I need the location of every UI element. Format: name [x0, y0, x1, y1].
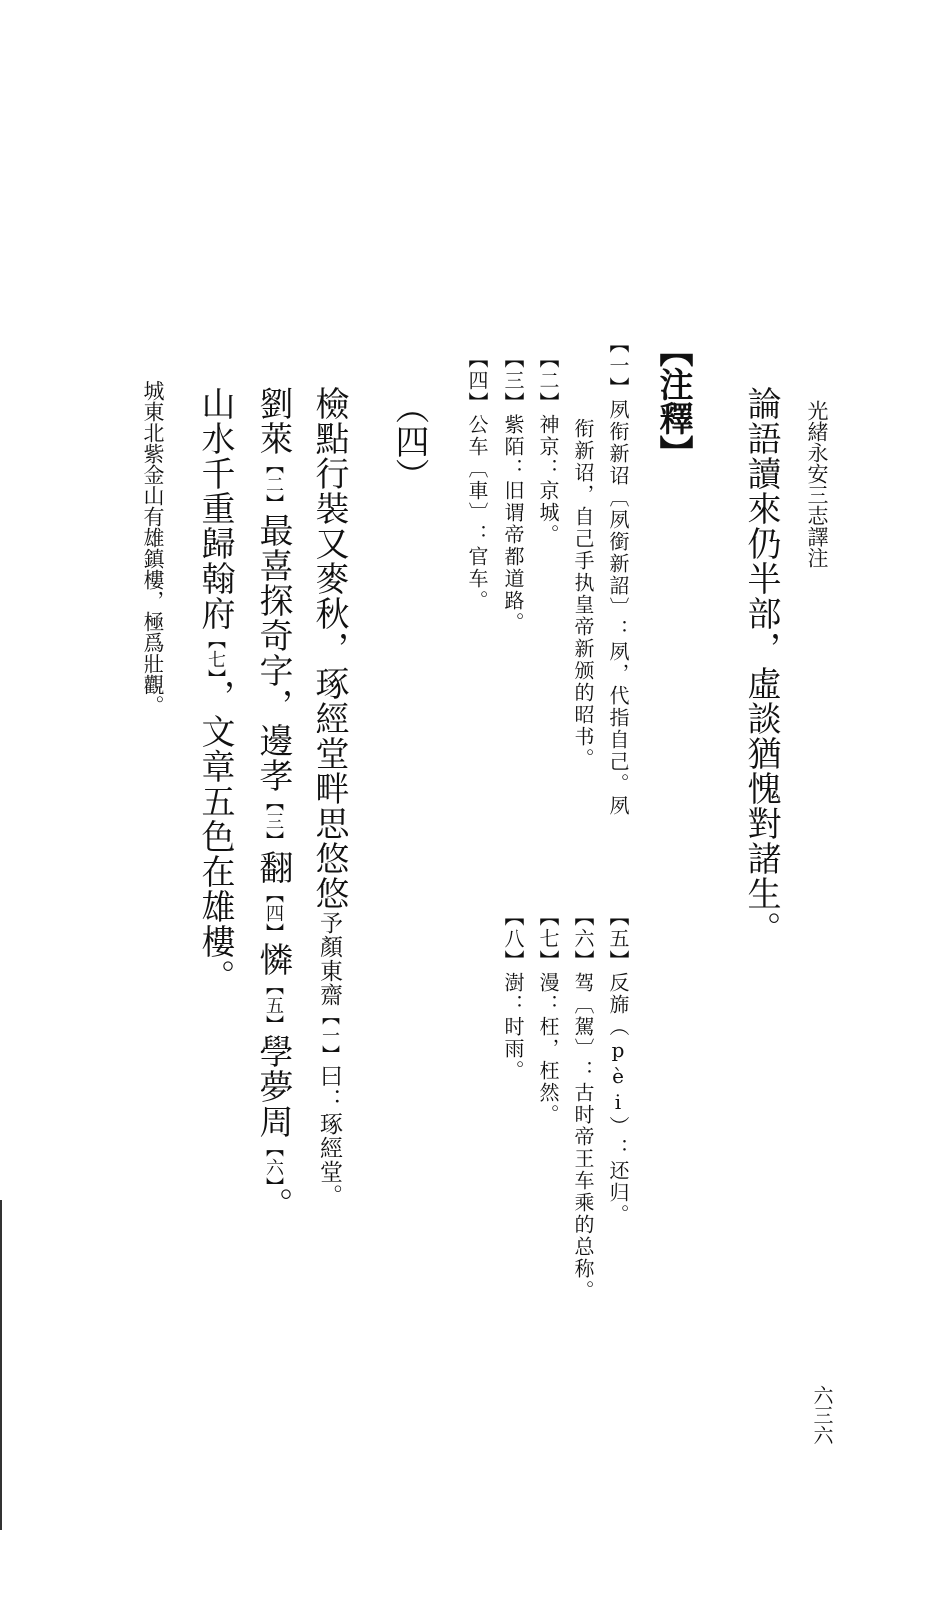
poem-line-1-text: 檢點行裝又麥秋，琢經堂畔思悠悠 — [309, 386, 349, 911]
poem-line-2-part4: 憐 — [253, 942, 293, 977]
poem-line-2 — [253, 386, 293, 1222]
poem-line-2-part6: 。 — [253, 1187, 293, 1222]
poem-caption: 城東北紫金山有雄鎮樓，極爲壯觀。 — [141, 380, 165, 716]
poem-line-3-part2: ，文章五色在雄樓。 — [195, 679, 235, 994]
notes-heading: 【注釋】 — [653, 333, 693, 469]
poem-line-2-part1: 劉萊 — [253, 386, 293, 456]
footnote-marker-7: 【七】 — [205, 631, 226, 679]
note-4: 【四】公车〔車〕：官车。 — [465, 348, 489, 612]
note-6: 【六】驾〔駕〕：古时帝王车乘的总称。 — [571, 906, 595, 1302]
poem-line-3-part1: 山水千重歸翰府 — [195, 386, 235, 631]
footnote-marker-1: 【一】 — [319, 1007, 340, 1064]
note-7: 【七】漫：枉，枉然。 — [536, 906, 560, 1126]
footnote-marker-4: 【四】 — [263, 885, 284, 942]
poem-line-1-tail: 曰：琢經堂。 — [316, 1064, 342, 1208]
poem-line-1 — [309, 386, 349, 1208]
poem-line-2-part3: 翻 — [253, 850, 293, 885]
scan-edge-line — [0, 1200, 8, 1530]
running-title: 光緒永安三志譯注 — [805, 400, 829, 568]
note-1-line1: 【一】夙衔新诏〔夙銜新詔〕：夙，代指自己。夙 — [606, 333, 630, 817]
poem-line-2-part2: 最喜探奇字，邊孝 — [253, 513, 293, 793]
poem-line-2-part5: 學夢周 — [253, 1034, 293, 1139]
poem-line-3 — [195, 386, 235, 994]
note-3: 【三】紫陌：旧谓帝都道路。 — [501, 348, 525, 634]
footnote-marker-3: 【三】 — [263, 793, 284, 850]
poem-line-previous: 論語讀來仍半部，虛談猶愧對諸生。 — [741, 386, 781, 946]
footnote-marker-6: 【六】 — [263, 1139, 284, 1187]
note-2: 【二】神京：京城。 — [536, 348, 560, 546]
note-5: 【五】反旆（pèi）：还归。 — [606, 906, 630, 1226]
poem-line-1-note: 予顏東齋 — [316, 911, 342, 1007]
note-1-line2: 衔新诏，自己手执皇帝新颁的昭书。 — [571, 418, 595, 770]
footnote-marker-5: 【五】 — [263, 977, 284, 1034]
footnote-marker-2: 【二】 — [263, 456, 284, 513]
page-number: 六三六 — [810, 1385, 834, 1445]
section-number: （四） — [389, 390, 429, 492]
note-8: 【八】澍：时雨。 — [501, 906, 525, 1082]
